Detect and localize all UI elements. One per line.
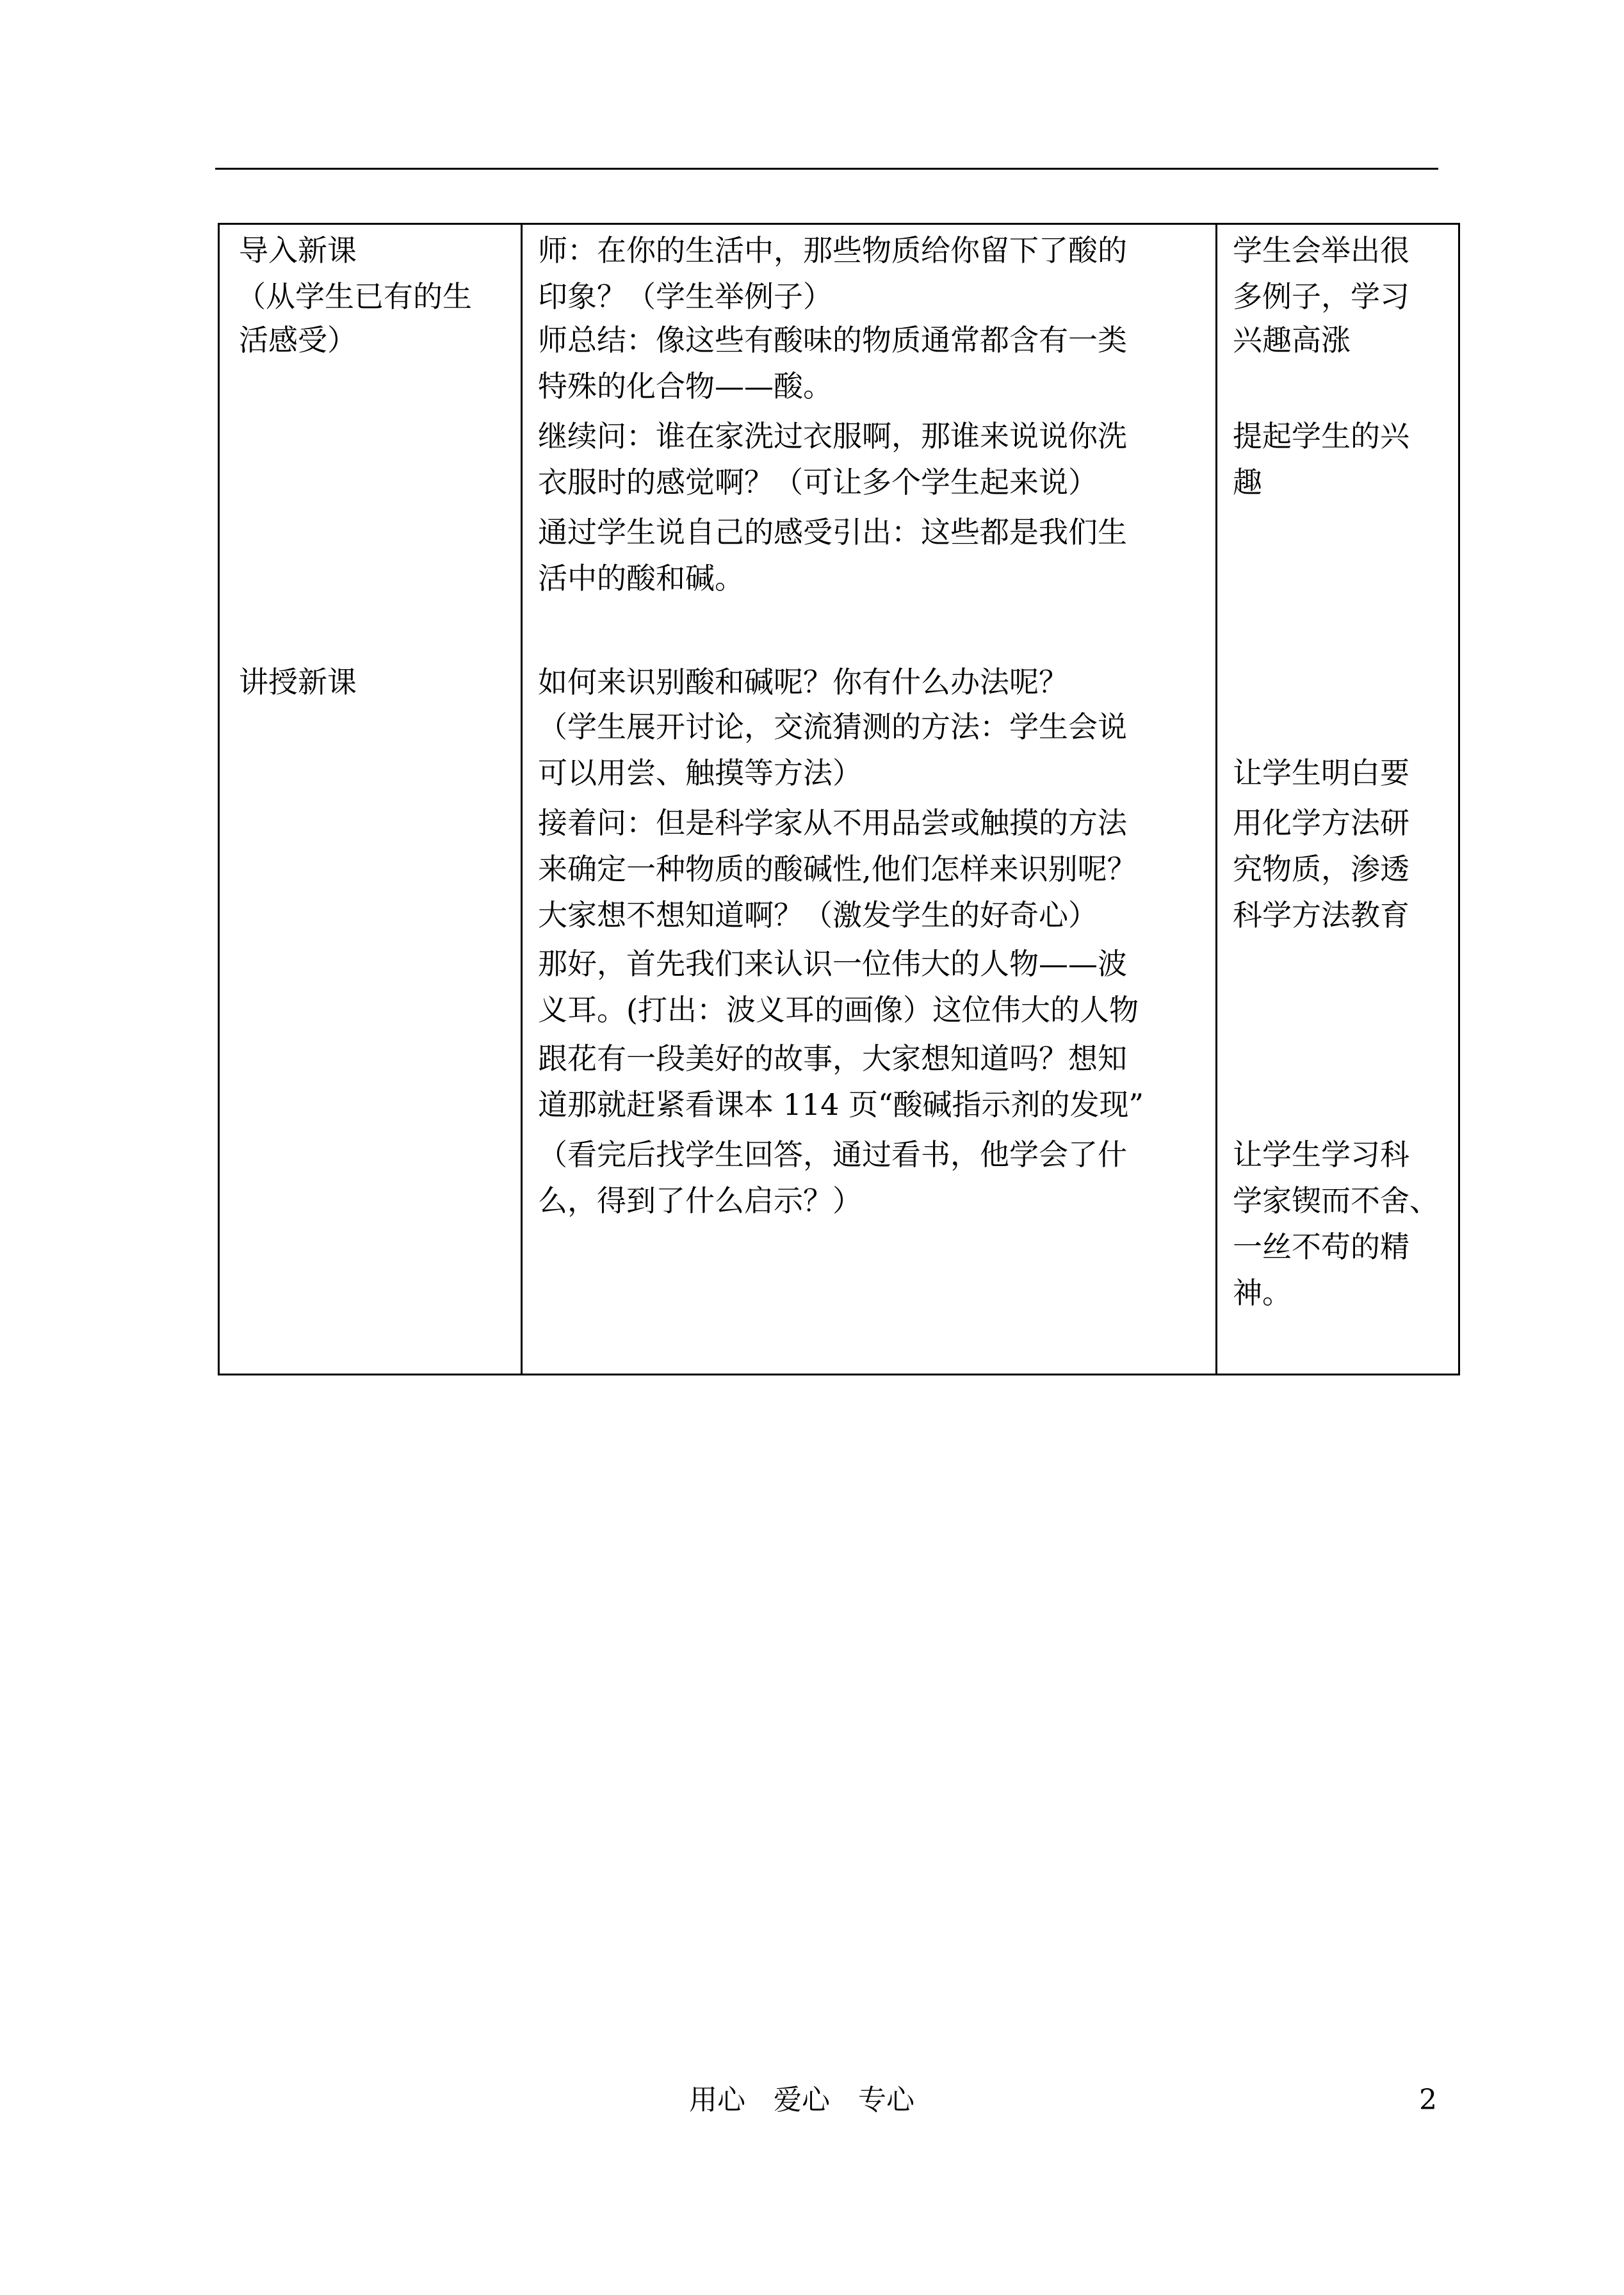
header-rule (215, 168, 1438, 170)
teaching-line: 如何来识别酸和碱呢？你有什么办法呢？ (538, 665, 1068, 699)
intention-line: 科学方法教育 (1233, 898, 1409, 932)
teaching-line: 来确定一种物质的酸碱性,他们怎样来识别呢？ (538, 852, 1137, 886)
intention-line: 提起学生的兴 (1233, 419, 1409, 453)
intention-line: 学生会举出很 (1233, 233, 1409, 268)
intention-line: 用化学方法研 (1233, 806, 1409, 840)
footer-motto: 用心 爱心 专心 (689, 2084, 914, 2116)
teaching-line: 师：在你的生活中，那些物质给你留下了酸的 (538, 233, 1127, 268)
intention-line: 神。 (1233, 1276, 1292, 1310)
intention-line: 让学生明白要 (1233, 756, 1409, 790)
teaching-line: 义耳。(打出：波义耳的画像）这位伟大的人物 (538, 993, 1139, 1027)
stage-column (219, 224, 522, 1375)
teaching-line: 接着问：但是科学家从不用品尝或触摸的方法 (538, 806, 1127, 840)
lesson-plan-table (218, 223, 1460, 1375)
teaching-line: 跟花有一段美好的故事，大家想知道吗？想知 (538, 1041, 1127, 1076)
teaching-line: 通过学生说自己的感受引出：这些都是我们生 (538, 515, 1127, 549)
intention-line: 学家锲而不舍、 (1233, 1183, 1439, 1218)
teaching-line: 大家想不想知道啊？（激发学生的好奇心） (538, 898, 1098, 932)
teaching-line: 可以用尝、触摸等方法） (538, 756, 862, 790)
teaching-line: 那好，首先我们来认识一位伟大的人物——波 (538, 946, 1127, 981)
teaching-process-column (522, 224, 1217, 1375)
teaching-line: 印象？（学生举例子） (538, 279, 832, 314)
intention-line: 趣 (1233, 465, 1262, 499)
intention-line: 多例子，学习 (1233, 279, 1409, 314)
teaching-line: 么，得到了什么启示？） (538, 1183, 862, 1218)
teaching-line: （看完后找学生回答，通过看书，他学会了什 (538, 1137, 1127, 1172)
stage-1-line-2: （从学生已有的生 (236, 279, 472, 314)
teaching-line: 特殊的化合物——酸。 (538, 369, 832, 403)
intention-line: 究物质，渗透 (1233, 852, 1409, 886)
teaching-line: 道那就赶紧看课本 114 页“酸碱指示剂的发现” (538, 1087, 1144, 1122)
intention-line: 兴趣高涨 (1233, 323, 1351, 357)
design-intention-column (1217, 224, 1459, 1375)
intention-line: 一丝不苟的精 (1233, 1229, 1409, 1264)
stage-1-line-1: 导入新课 (239, 233, 357, 268)
page-number: 2 (1419, 2084, 1437, 2116)
intention-line: 让学生学习科 (1233, 1137, 1409, 1172)
table-row (219, 224, 1459, 1375)
teaching-line: 师总结：像这些有酸味的物质通常都含有一类 (538, 323, 1127, 357)
teaching-line: （学生展开讨论，交流猜测的方法：学生会说 (538, 710, 1127, 744)
teaching-line: 衣服时的感觉啊？（可让多个学生起来说） (538, 465, 1098, 499)
stage-2-line-1: 讲授新课 (239, 665, 357, 699)
teaching-line: 继续问：谁在家洗过衣服啊，那谁来说说你洗 (538, 419, 1127, 453)
stage-1-line-3: 活感受） (239, 323, 357, 357)
teaching-line: 活中的酸和碱。 (538, 561, 744, 596)
